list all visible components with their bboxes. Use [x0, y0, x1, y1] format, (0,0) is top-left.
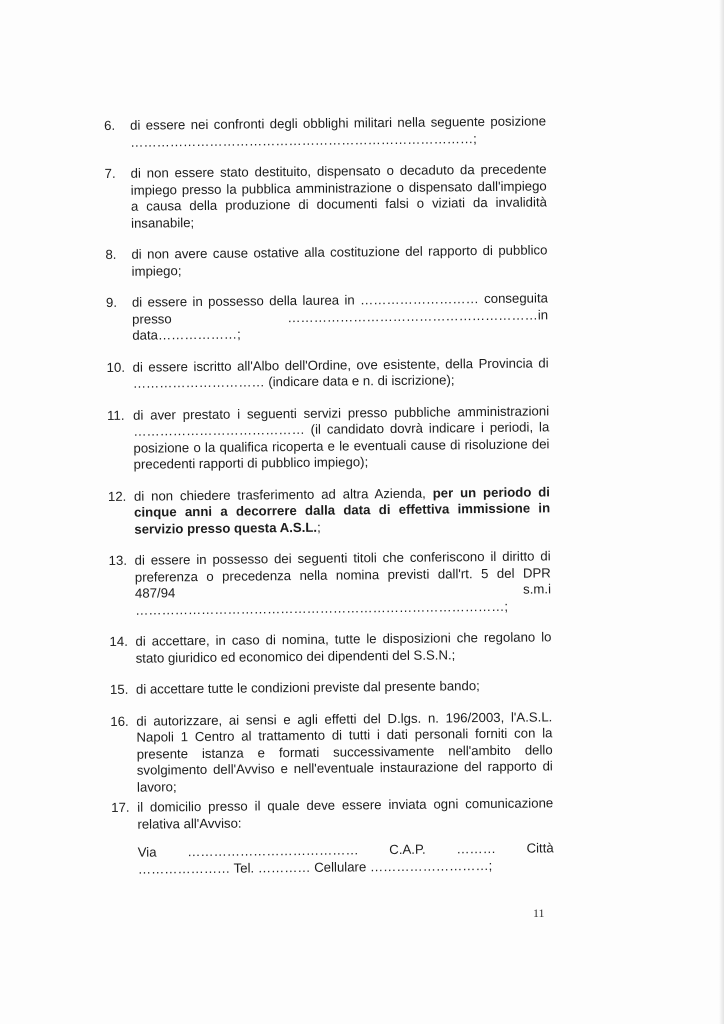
list-item	[107, 403, 550, 474]
item-number: 14.	[109, 633, 128, 649]
item-number: 13.	[108, 552, 128, 568]
citta-label: Città	[526, 840, 554, 856]
item-text: di essere nei confronti degli obblighi militari nella seguente posizione ……………………………………………………………………;	[129, 113, 547, 150]
list-item	[111, 795, 554, 878]
item-text-end: ;	[316, 519, 321, 535]
item-text: di accettare, in caso di nomina, tutte le disposizioni che regolano lo stato giuridico ed economico dei dipendenti del S.S.N.;	[135, 629, 552, 666]
cap-dots: ………	[456, 840, 496, 857]
list-item	[108, 484, 550, 538]
item-number: 15.	[109, 681, 129, 697]
item-number: 9.	[105, 294, 118, 310]
item-number: 10.	[106, 359, 126, 375]
cap-label: C.A.P.	[389, 841, 426, 858]
item-text: di accettare tutte le condizioni previste dal presente bando;	[135, 678, 480, 697]
item-number: 8.	[105, 246, 117, 262]
item-text-plain: di non chiedere trasferimento ad altra Azienda,	[133, 485, 426, 504]
list-item	[105, 242, 547, 280]
list-item	[110, 709, 553, 796]
item-text: di essere in possesso dei seguenti titoli che conferiscono il diritto di preferenza o precedenza nella nomina previsti dall'rt. 5 del DPR 487/94 s.m.i …………………………………………………………………………;	[134, 548, 552, 618]
page-number: 11	[533, 906, 545, 920]
item-number: 7.	[104, 165, 116, 181]
list-item	[106, 290, 548, 344]
item-text: di non avere cause ostative alla costituzione del rapporto di pubblico impiego;	[131, 242, 548, 279]
page-edge-shadow	[719, 0, 724, 1024]
address-line-2: ………………… Tel. ………… Cellulare ………………………;	[137, 857, 493, 877]
list-item	[104, 113, 546, 151]
item-number: 12.	[107, 488, 127, 504]
list-item	[107, 355, 549, 393]
item-text-main: il domicilio presso il quale deve essere inviata ogni comunicazione relativa all'Avviso:	[137, 795, 554, 832]
item-text: di aver prestato i seguenti servizi presso pubbliche amministrazioni ………………………………… (il candidato dovrà indicare i periodi, la posizione o la qualifica ricoperta e le eventuali cause di risoluzione dei precedenti rapporti di pubblico impiego);	[133, 402, 550, 472]
list-item	[110, 677, 552, 698]
via-dots: …………………………………	[187, 842, 359, 860]
item-number: 11.	[107, 407, 125, 423]
item-text	[137, 795, 554, 877]
item-text: di essere iscritto all'Albo dell'Ordine, ove esistente, della Provincia di ………………………… (indicare data e n. di iscrizione);	[132, 354, 549, 391]
list-item	[105, 161, 548, 232]
declaration-list	[104, 113, 554, 893]
address-block	[138, 840, 554, 877]
item-number: 6.	[104, 117, 116, 133]
via-label: Via	[137, 844, 157, 860]
item-text-bold: per un periodo di cinque anni a decorrere dalla data di effettiva immissione in servizio presso questa A.S.L.	[134, 483, 551, 537]
list-item	[109, 629, 551, 667]
item-text: di autorizzare, ai sensi e agli effetti del D.lgs. n. 196/2003, l'A.S.L. Napoli 1 Centro al trattamento di tutti i dati personali forniti con la presente istanza e formati successivamente nell'ambito dello svolgimento dell'Avviso e nell'eventuale instaurazione del rapporto di lavoro;	[136, 708, 553, 795]
item-number: 17.	[111, 799, 130, 815]
item-number: 16.	[110, 713, 129, 729]
item-text: di essere in possesso della laurea in ……………………… conseguita presso …………………………………………………in data………………;	[131, 290, 549, 343]
item-text: di non essere stato destituito, dispensato o decaduto da precedente impiego presso la pubblica amministrazione o dispensato dall'impiego a causa della produzione di documenti falsi o viziati da invalidità insanabile;	[130, 161, 547, 231]
item-text	[134, 484, 550, 538]
list-item	[109, 548, 552, 619]
